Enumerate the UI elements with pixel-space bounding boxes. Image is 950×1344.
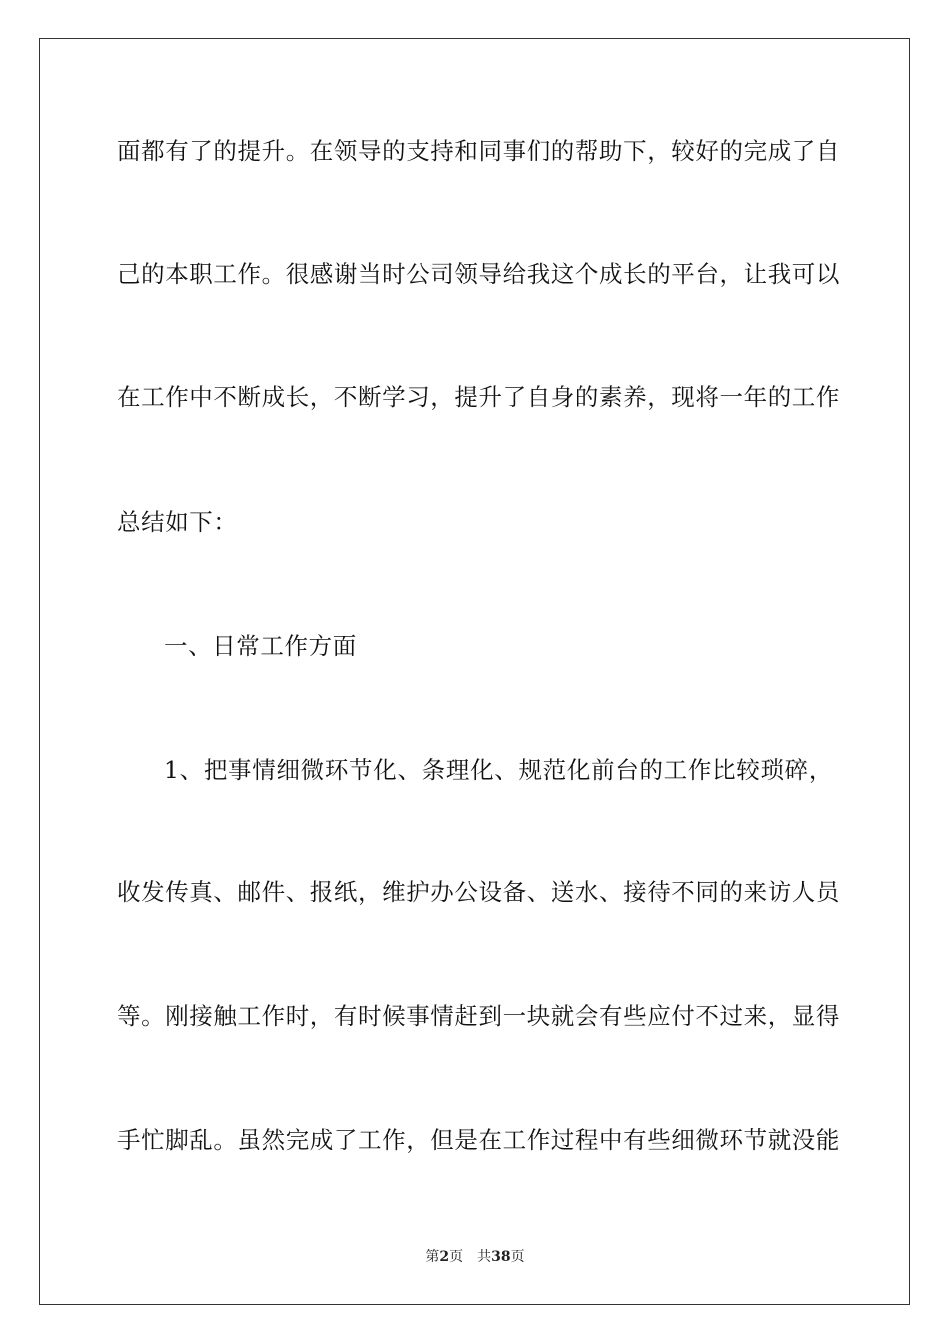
paragraph-line: 1、把事情细微环节化、条理化、规范化前台的工作比较琐碎， xyxy=(164,756,833,784)
paragraph-line: 收发传真、邮件、报纸，维护办公设备、送水、接待不同的来访人员 xyxy=(117,878,840,906)
paragraph-line: 总结如下： xyxy=(117,508,238,536)
footer-page-number: 2 xyxy=(439,1249,450,1265)
footer-total-suffix: 页 xyxy=(510,1249,525,1265)
footer-total-number: 38 xyxy=(491,1249,511,1265)
footer-page-suffix: 页 xyxy=(449,1249,464,1265)
page-border xyxy=(39,38,910,1305)
paragraph-line: 在工作中不断成长，不断学习，提升了自身的素养，现将一年的工作 xyxy=(117,383,840,411)
footer-total-prefix: 共 xyxy=(477,1249,492,1265)
section-heading: 一、日常工作方面 xyxy=(164,632,357,660)
paragraph-line: 己的本职工作。很感谢当时公司领导给我这个成长的平台，让我可以 xyxy=(117,260,840,288)
paragraph-line: 面都有了的提升。在领导的支持和同事们的帮助下，较好的完成了自 xyxy=(117,137,840,165)
page-footer xyxy=(0,1247,950,1267)
paragraph-line: 手忙脚乱。虽然完成了工作，但是在工作过程中有些细微环节就没能 xyxy=(117,1126,840,1154)
paragraph-line: 等。刚接触工作时，有时候事情赶到一块就会有些应付不过来，显得 xyxy=(117,1002,840,1030)
footer-page-prefix: 第 xyxy=(425,1249,440,1265)
